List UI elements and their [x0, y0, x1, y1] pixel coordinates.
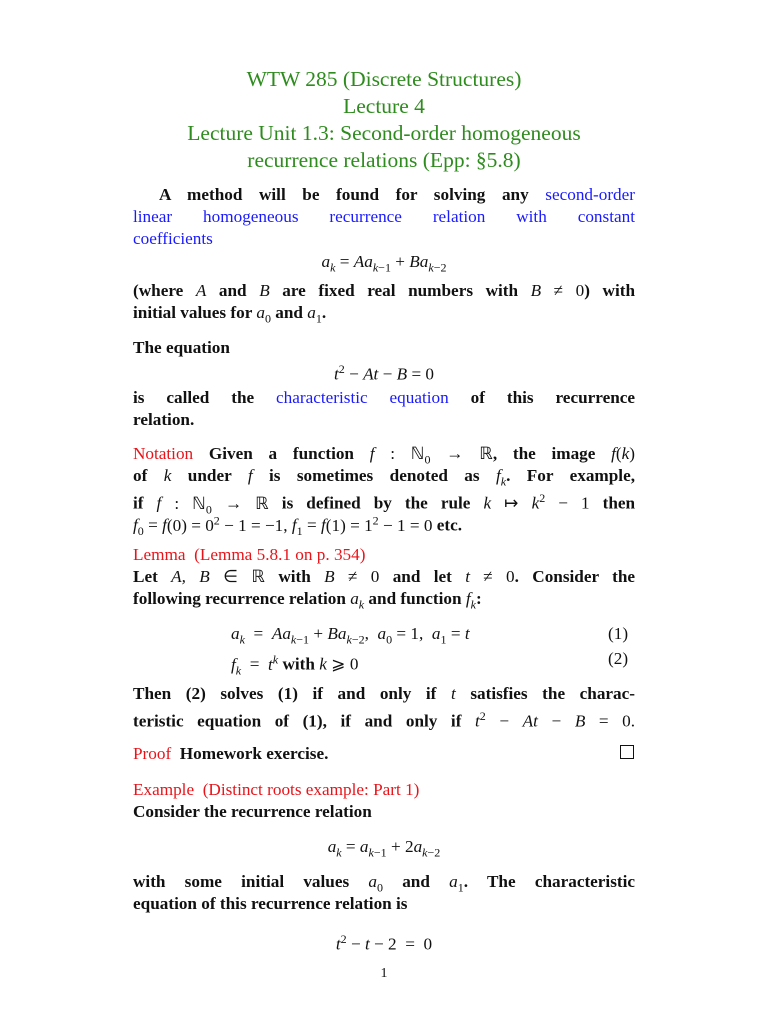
title-line-1: WTW 285 (Discrete Structures) — [246, 67, 522, 91]
intro-line-2: linear homogeneous recurrence relation with constant — [133, 207, 635, 226]
lemma-line-2: following recurrence relation $a_k$ and function $f_k$: — [133, 589, 482, 612]
notation-line-2: of k under f is sometimes denoted as $f_k$. For example, — [133, 466, 636, 489]
example-line-2: with some initial values $a_0$ and $a_1$. The characteristic — [133, 872, 636, 895]
lemma-then-line-2: teristic equation of (1), if and only if $t^2 - At - B = 0$. — [133, 709, 636, 731]
notation-line-4: $f_0 = f(0) = 0^2 - 1 = -1$, $f_1 = f(1) = 1^2 - 1 = 0$ etc. — [133, 513, 463, 539]
example-line-1: Consider the recurrence relation — [133, 802, 372, 821]
main-recurrence-equation: $a_k = Aa_{k-1} + Ba_{k-2}$ — [321, 252, 447, 275]
characteristic-equation: $t^2 - At - B = 0$ — [333, 362, 435, 384]
notation-line-1: Notation Given a function f : ℕ$_0$ → ℝ, the image f(k) — [133, 444, 636, 467]
lemma-heading: Lemma (Lemma 5.8.1 on p. 354) — [133, 545, 366, 564]
proof-line: Proof Homework exercise. — [133, 744, 329, 763]
qed-box-icon — [620, 745, 634, 759]
title-line-4: recurrence relations (Epp: §5.8) — [247, 148, 521, 172]
term-second-order: second-order — [545, 185, 635, 204]
example-label: Example — [133, 780, 195, 799]
notation-line-3: if f : ℕ$_0$ → ℝ is defined by the rule k ↦ $k^2 - 1$ then — [133, 491, 636, 517]
lemma-label: Lemma — [133, 545, 186, 564]
intro-line-1: A method will be found for solving any second-order — [159, 185, 635, 204]
the-equation-label: The equation — [133, 338, 230, 357]
title-line-2: Lecture 4 — [343, 94, 425, 118]
example-equation: $a_k = a_{k-1} + 2a_{k-2}$ — [327, 837, 441, 860]
relation-line: relation. — [133, 410, 195, 429]
example-line-3: equation of this recurrence relation is — [133, 894, 408, 913]
proof-label: Proof — [133, 744, 172, 763]
called-line: is called the characteristic equation of this recurrence — [133, 388, 636, 407]
lemma-line-1: Let A, B ∈ ℝ with B ≠ 0 and let t ≠ 0. Consider the — [133, 567, 636, 586]
lemma-equation-2: $f_k = t^k$ with k ⩾ 0 — [231, 652, 359, 678]
title-line-3: Lecture Unit 1.3: Second-order homogeneous — [187, 121, 581, 145]
equation-number-2: (2) — [608, 649, 629, 668]
lemma-equation-1: $a_k = Aa_{k-1} + Ba_{k-2}$, $a_0 = 1$, $a_1 = t$ — [231, 624, 470, 647]
equation-number-1: (1) — [608, 624, 629, 643]
lemma-then-line-1: Then (2) solves (1) if and only if t satisfies the charac- — [133, 684, 636, 703]
initial-values-line: initial values for $a_0$ and $a_1$. — [133, 303, 327, 326]
page-number: 1 — [380, 966, 388, 981]
example-characteristic-equation: $t^2 - t - 2 = 0$ — [335, 932, 433, 954]
notation-label: Notation — [133, 444, 194, 463]
where-line: (where A and B are fixed real numbers with B ≠ 0) with — [133, 281, 636, 300]
intro-line-3: coefficients — [133, 229, 213, 248]
term-characteristic-equation: characteristic equation — [276, 388, 449, 407]
example-heading: Example (Distinct roots example: Part 1) — [133, 780, 420, 799]
